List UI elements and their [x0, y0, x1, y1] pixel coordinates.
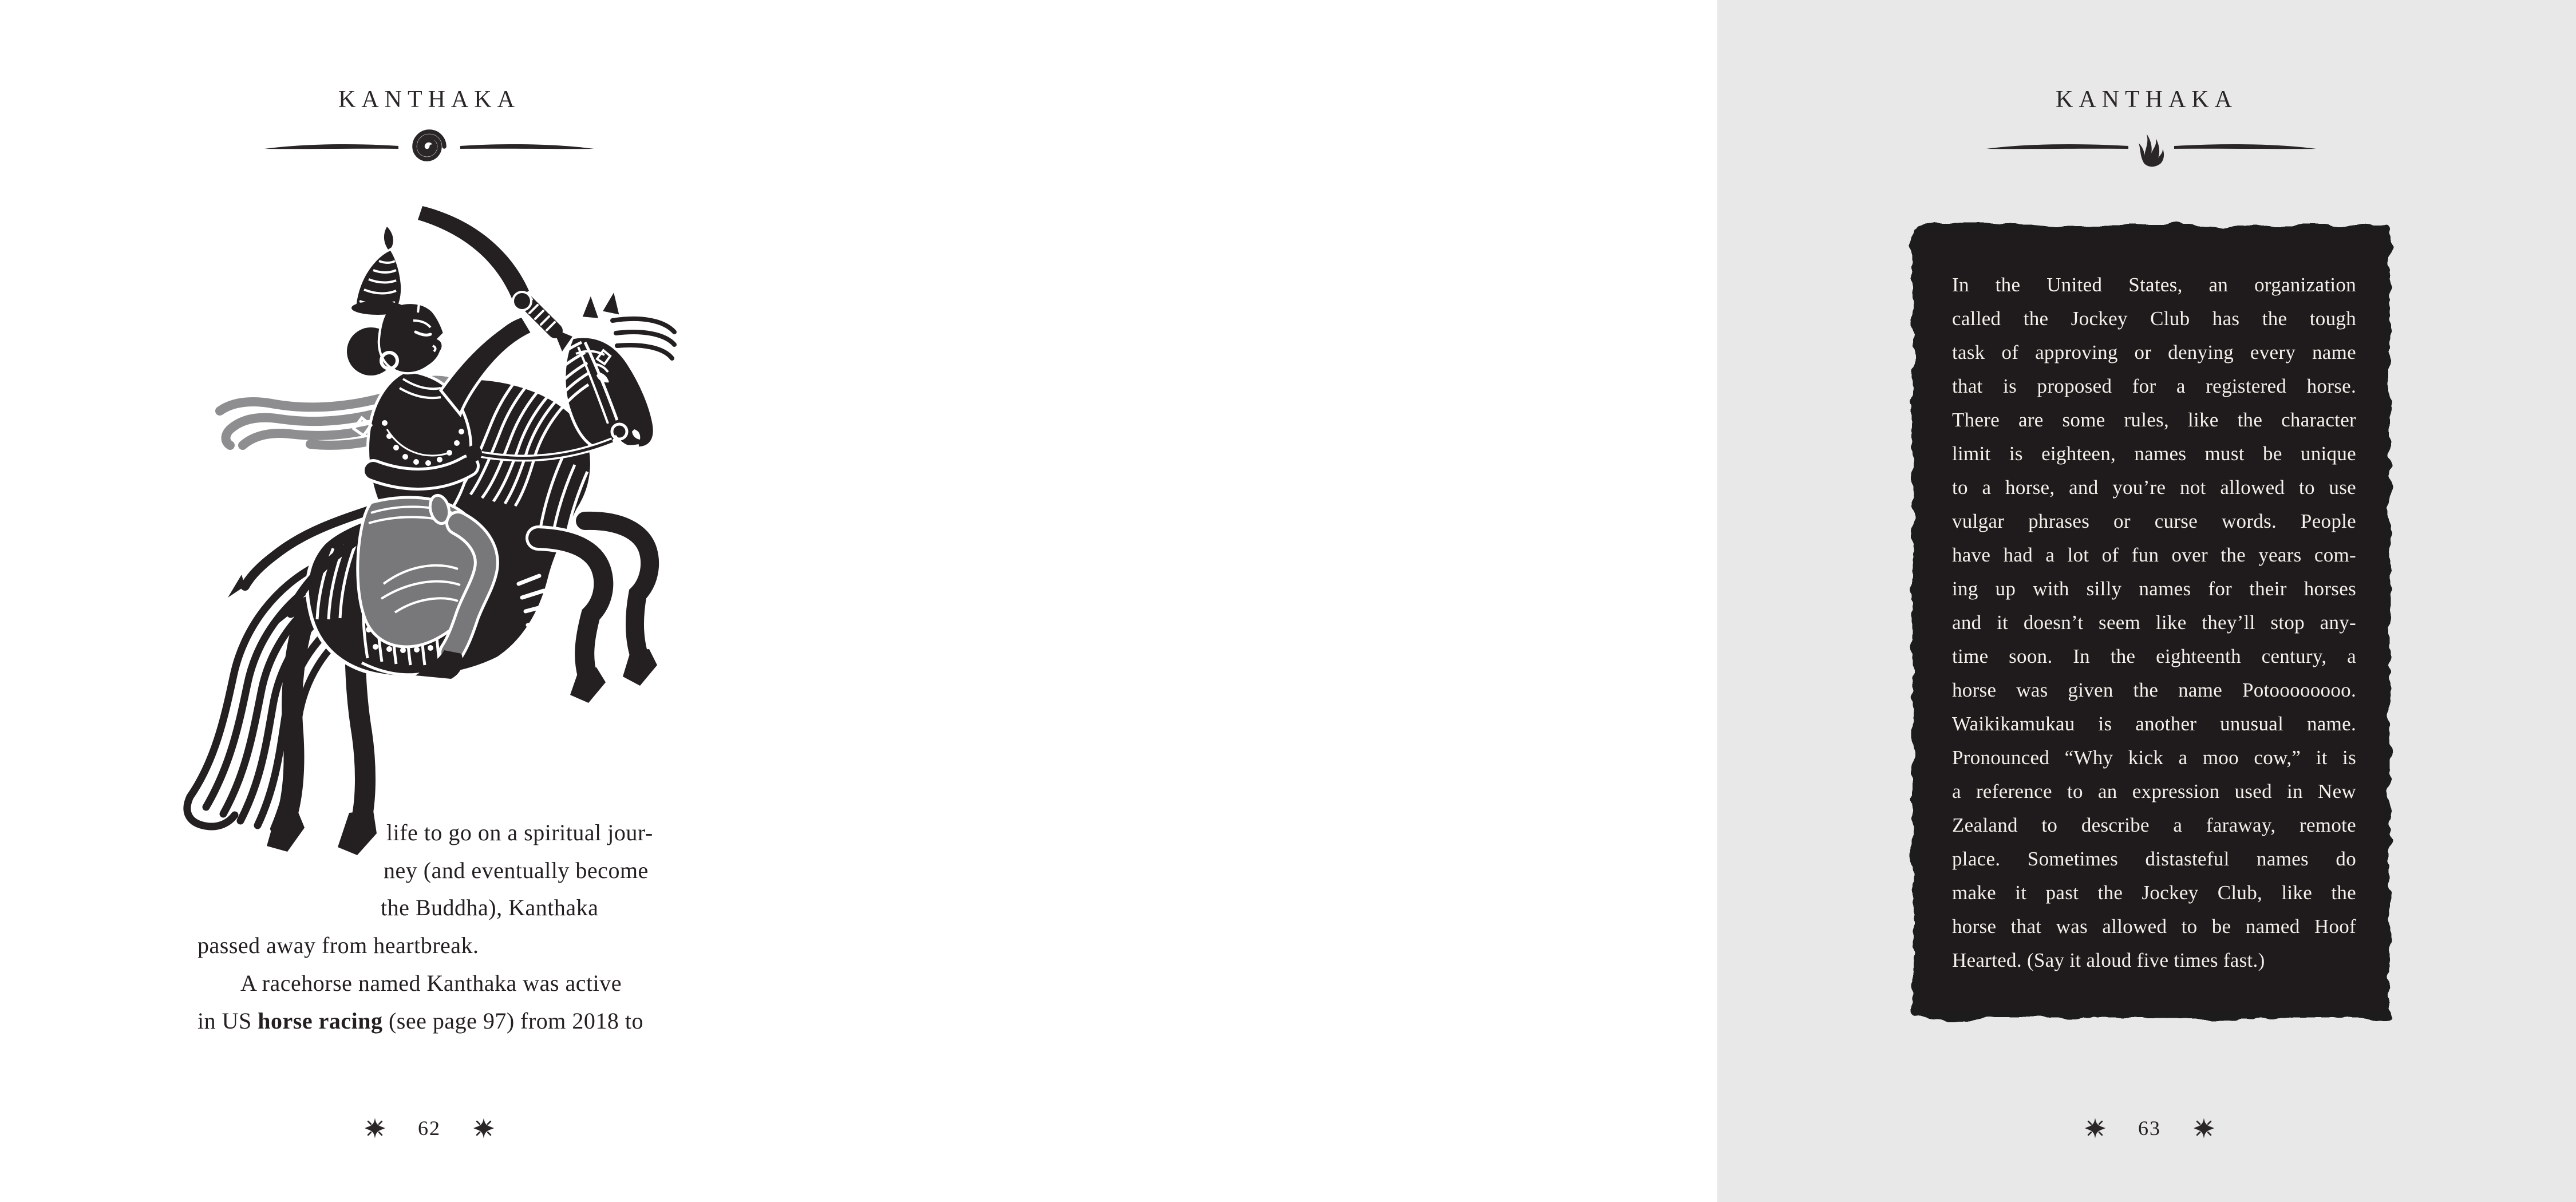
body-text-line: passed away from heartbreak.	[197, 932, 479, 958]
sparkle-icon	[2084, 1117, 2106, 1139]
divider-rule-left	[1986, 144, 2128, 149]
divider-rule-right	[460, 144, 594, 149]
box-text-line: ing up with silly names for their horses	[1952, 578, 2356, 600]
body-text-segment: (see page 97) from 2018 to	[382, 1008, 644, 1034]
body-text-line: the Buddha), Kanthaka	[381, 895, 599, 920]
ink-box-text	[1952, 268, 2356, 977]
spiral-ornament-icon	[414, 132, 444, 159]
box-text-line: and it doesn’t seem like they’ll stop any-	[1952, 611, 2356, 634]
body-text-line: A racehorse named Kanthaka was active	[240, 970, 622, 996]
rein-hand	[466, 445, 482, 461]
crown	[356, 251, 401, 309]
crown-finial	[384, 227, 393, 250]
box-text-line: make it past the Jockey Club, like the	[1952, 881, 2356, 904]
page-number: 63	[2138, 1117, 2161, 1140]
box-text-line: called the Jockey Club has the tough	[1952, 307, 2356, 330]
sword-hand	[513, 292, 531, 310]
box-text-line: Hearted. (Say it aloud five times fast.)	[1952, 949, 2265, 971]
box-text-line: horse that was allowed to be named Hoof	[1952, 915, 2356, 938]
horse-front-legs	[538, 521, 657, 703]
kanthaka-rider-illustration	[97, 189, 681, 853]
right-page	[859, 0, 2356, 1202]
box-text-line: have had a lot of fun over the years com-	[1952, 544, 2356, 566]
header-divider	[263, 125, 595, 176]
flame-ornament-icon	[2139, 134, 2164, 167]
box-text-line: task of approving or denying every name	[1952, 341, 2356, 363]
box-text-line: a reference to an expression used in New	[1952, 780, 2356, 802]
page-footer	[343, 1116, 515, 1140]
box-text-line: There are some rules, like the character	[1952, 409, 2356, 431]
box-text-line: In the United States, an organization	[1952, 274, 2356, 296]
box-text-line: Pronounced “Why kick a moo cow,” it is	[1952, 746, 2356, 769]
page-footer	[2064, 1116, 2235, 1140]
sparkle-icon	[2193, 1117, 2215, 1139]
box-text-line: that is proposed for a registered horse.	[1952, 375, 2356, 397]
horse-head	[564, 290, 654, 457]
body-text-line: ney (and eventually become	[384, 857, 649, 883]
body-text-line: life to go on a spiritual jour-	[386, 820, 653, 845]
page-number: 62	[418, 1117, 441, 1140]
divider-rule-right	[2174, 144, 2316, 149]
body-text-line	[197, 1007, 643, 1035]
box-text-line: to a horse, and you’re not allowed to use	[1952, 476, 2356, 499]
left-page	[0, 0, 859, 1202]
box-text-line: time soon. In the eighteenth century, a	[1952, 645, 2356, 667]
box-text-line: place. Sometimes distasteful names do	[1952, 848, 2356, 870]
body-text-bold-segment: horse racing	[258, 1008, 383, 1034]
box-text-line: Zealand to describe a faraway, remote	[1952, 814, 2356, 836]
box-text-line: horse was given the name Potoooooooo.	[1952, 679, 2356, 701]
mane-streamers	[613, 319, 674, 358]
box-text-line: Waikikamukau is another unusual name.	[1952, 713, 2356, 735]
header-divider	[1985, 125, 2317, 176]
divider-rule-left	[264, 144, 398, 149]
box-text-line: vulgar phrases or curse words. People	[1952, 510, 2356, 532]
rider-head	[347, 227, 444, 375]
box-text-line: limit is eighteen, names must be unique	[1952, 442, 2356, 465]
chapter-title: KANTHAKA	[2056, 86, 2238, 113]
sparkle-icon	[473, 1117, 495, 1139]
chapter-title: KANTHAKA	[338, 86, 520, 113]
sparkle-icon	[364, 1117, 386, 1139]
body-text-segment: in US	[197, 1008, 258, 1034]
